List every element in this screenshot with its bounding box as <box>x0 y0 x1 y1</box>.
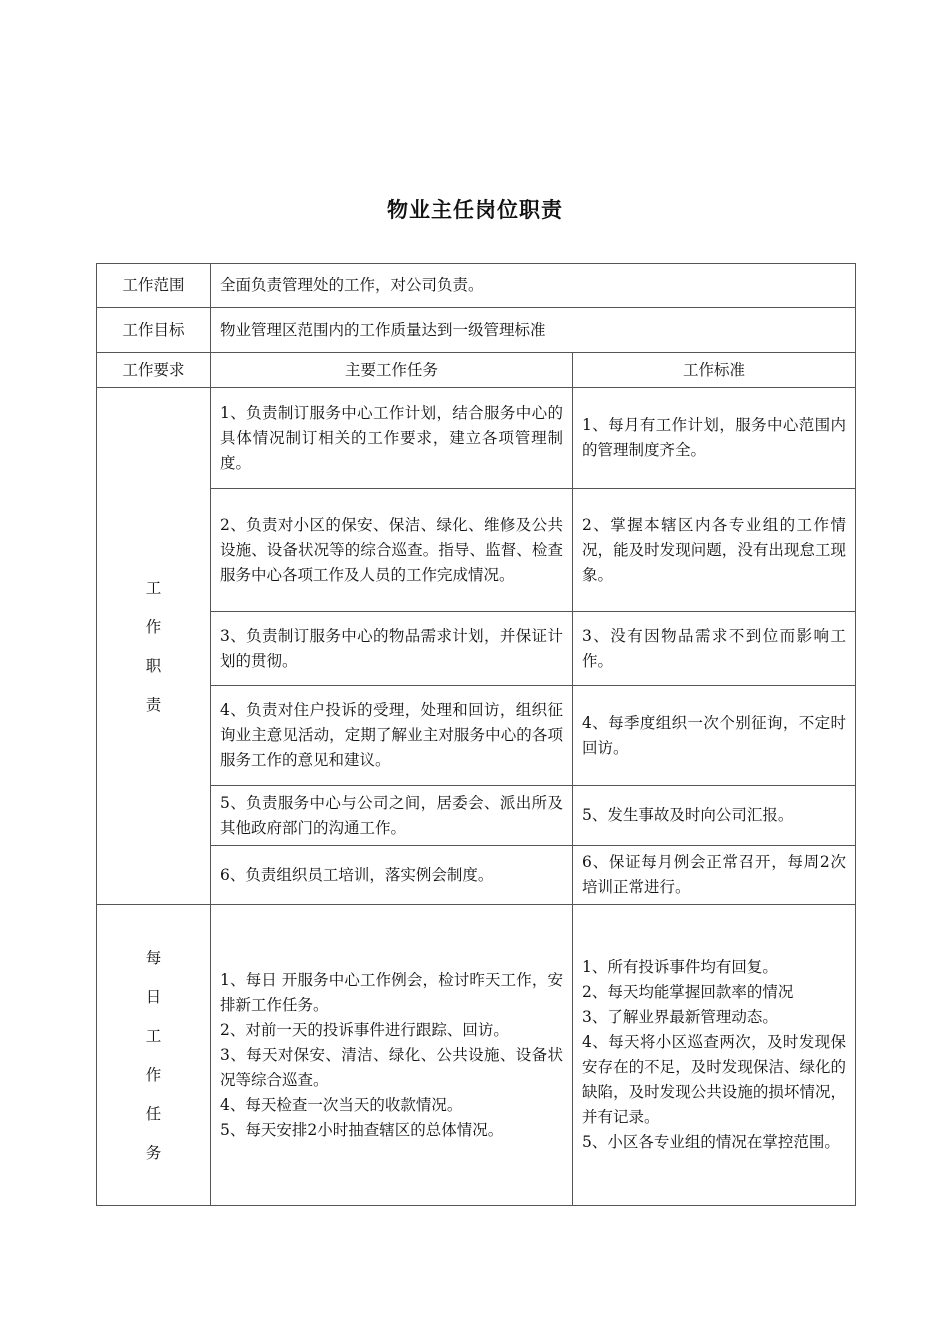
daily-standard-item: 3、了解业界最新管理动态。 <box>582 1008 778 1026</box>
daily-task-item: 4、每天检查一次当天的收款情况。 <box>220 1095 463 1114</box>
daily-label-char: 工 <box>145 1026 162 1045</box>
duties-label-char: 职 <box>145 656 162 675</box>
duty-task-text: 5、负责服务中心与公司之间，居委会、派出所及其他政府部门的沟通工作。 <box>220 793 563 837</box>
goal-value: 物业管理区范围内的工作质量达到一级管理标准 <box>211 308 856 353</box>
duty-task <box>211 388 573 489</box>
daily-tasks <box>211 905 573 1206</box>
daily-task-item: 5、每天安排2小时抽查辖区的总体情况。 <box>220 1120 504 1139</box>
header-task: 主要工作任务 <box>211 353 573 388</box>
daily-task-item: 3、每天对保安、清洁、绿化、公共设施、设备状况等综合巡查。 <box>220 1045 563 1089</box>
duty-task <box>211 846 573 905</box>
daily-standards <box>573 905 856 1206</box>
scope-value: 全面负责管理处的工作，对公司负责。 <box>211 264 856 308</box>
daily-standard-item: 2、每天均能掌握回款率的情况 <box>582 983 794 1001</box>
daily-label-char: 作 <box>145 1065 162 1084</box>
daily-task-item: 2、对前一天的投诉事件进行跟踪、回访。 <box>220 1020 509 1039</box>
daily-label <box>97 905 211 1206</box>
daily-label-char: 日 <box>145 987 162 1006</box>
goal-label: 工作目标 <box>97 308 211 353</box>
daily-standard-item: 5、小区各专业组的情况在掌控范围。 <box>582 1133 840 1151</box>
duty-standard <box>573 686 856 786</box>
daily-standard-item: 4、每天将小区巡查两次，及时发现保安存在的不足，及时发现保洁、绿化的缺陷，及时发现公共设施的损坏情况，并有记录。 <box>582 1033 847 1126</box>
scope-label: 工作范围 <box>97 264 211 308</box>
duty-standard <box>573 489 856 612</box>
duty-row <box>97 388 856 489</box>
duty-standard-text: 3、没有因物品需求不到位而影响工作。 <box>582 626 847 670</box>
duty-table <box>96 263 856 1206</box>
daily-standard-item: 1、所有投诉事件均有回复。 <box>582 958 778 976</box>
duties-label-char: 工 <box>145 578 162 597</box>
daily-row <box>97 905 856 1206</box>
duty-standard-text: 6、保证每月例会正常召开，每周2次培训正常进行。 <box>582 853 847 896</box>
goal-row <box>97 308 856 353</box>
duty-task-text: 3、负责制订服务中心的物品需求计划，并保证计划的贯彻。 <box>220 626 563 670</box>
duty-standard-text: 2、掌握本辖区内各专业组的工作情况，能及时发现问题，没有出现怠工现象。 <box>582 515 847 584</box>
header-row <box>97 353 856 388</box>
duty-standard-text: 1、每月有工作计划，服务中心范围内的管理制度齐全。 <box>582 416 847 459</box>
page-title: 物业主任岗位职责 <box>387 198 563 222</box>
duties-label <box>97 388 211 905</box>
duty-task-text: 6、负责组织员工培训，落实例会制度。 <box>220 865 494 884</box>
duty-standard-text: 5、发生事故及时向公司汇报。 <box>582 806 794 824</box>
duty-task <box>211 786 573 846</box>
daily-label-char: 务 <box>145 1143 162 1162</box>
duty-standard <box>573 612 856 686</box>
duty-row <box>97 612 856 686</box>
duty-row <box>97 846 856 905</box>
duty-row <box>97 786 856 846</box>
duty-task-text: 2、负责对小区的保安、保洁、绿化、维修及公共设施、设备状况等的综合巡查。指导、监督、检查服务中心各项工作及人员的工作完成情况。 <box>220 515 563 584</box>
duty-task <box>211 612 573 686</box>
daily-task-item: 1、每日 开服务中心工作例会，检讨昨天工作，安排新工作任务。 <box>220 970 563 1014</box>
duty-task-text: 4、负责对住户投诉的受理，处理和回访，组织征询业主意见活动，定期了解业主对服务中心的各项服务工作的意见和建议。 <box>220 701 563 769</box>
scope-row <box>97 264 856 308</box>
duties-label-char: 作 <box>145 617 162 636</box>
daily-label-char: 每 <box>145 948 162 967</box>
duty-standard <box>573 388 856 489</box>
header-standard: 工作标准 <box>573 353 856 388</box>
duty-row <box>97 686 856 786</box>
duty-task <box>211 489 573 612</box>
duties-label-char: 责 <box>145 695 162 714</box>
duty-standard <box>573 846 856 905</box>
duty-standard <box>573 786 856 846</box>
daily-label-char: 任 <box>145 1104 162 1123</box>
header-requirement: 工作要求 <box>97 353 211 388</box>
duty-standard-text: 4、每季度组织一次个别征询，不定时回访。 <box>582 713 847 757</box>
duty-task <box>211 686 573 786</box>
duty-task-text: 1、负责制订服务中心工作计划，结合服务中心的具体情况制订相关的工作要求，建立各项管理制度。 <box>220 403 563 472</box>
duty-row <box>97 489 856 612</box>
